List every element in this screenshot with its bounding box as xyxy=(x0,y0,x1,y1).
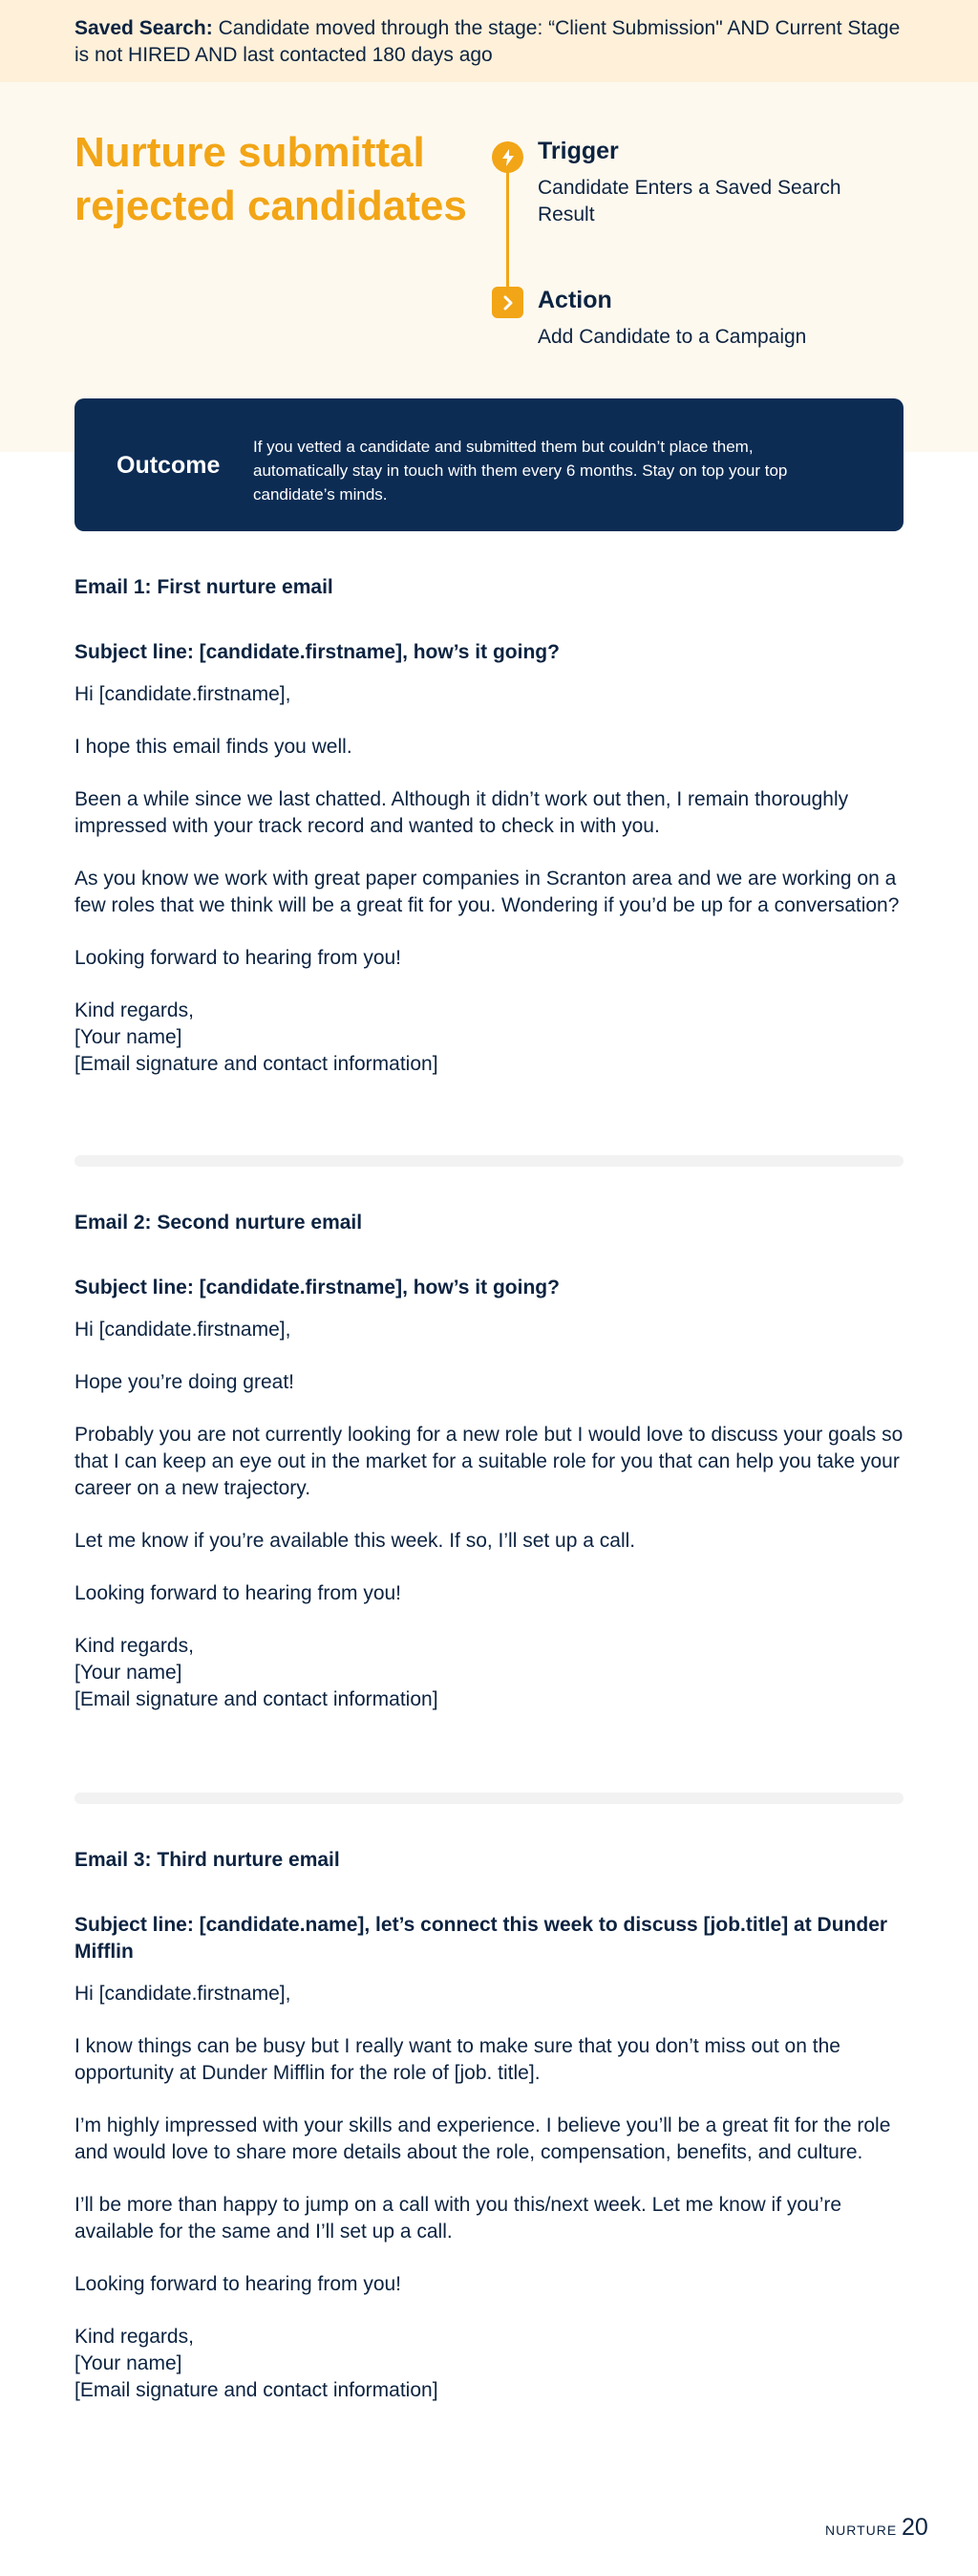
flow-connector xyxy=(506,159,509,292)
email-paragraph: As you know we work with great paper companies in Scranton area and we are working on a few roles that we think will be a great fit for you. Wondering if you’d be up for a conversation? xyxy=(74,868,900,916)
email-template-3 xyxy=(74,1847,904,2404)
lightning-icon xyxy=(492,141,523,173)
hero-section xyxy=(0,82,978,452)
email-signoff: Kind regards, xyxy=(74,2326,194,2348)
email-paragraph: Let me know if you’re available this week. If so, I’ll set up a call. xyxy=(74,1530,636,1552)
chevron-right-icon xyxy=(492,287,523,318)
saved-search-label: Saved Search: xyxy=(74,17,213,39)
email-signoff-signature: [Email signature and contact information] xyxy=(74,1688,438,1710)
email-title: Email 3: Third nurture email xyxy=(74,1849,340,1871)
email-subject: Subject line: [candidate.firstname], how’s it going? xyxy=(74,641,560,663)
email-signoff: Kind regards, xyxy=(74,1635,194,1657)
email-subject: Subject line: [candidate.firstname], how’s it going? xyxy=(74,1277,560,1299)
email-paragraph: I know things can be busy but I really want to make sure that you don’t miss out on the opportunity at Dunder Mifflin for the role of [job. title]. xyxy=(74,2035,840,2084)
email-paragraph: I’m highly impressed with your skills and experience. I believe you’ll be a great fit for the role and would love to share more details about the role, compensation, benefits, and culture. xyxy=(74,2114,891,2163)
email-subject: Subject line: [candidate.name], let’s connect this week to discuss [job.title] at Dunder Mifflin xyxy=(74,1914,888,1963)
email-paragraph: Probably you are not currently looking for a new role but I would love to discuss your goals so that I can keep an eye out in the market for a suitable role for you that can help you take your career on a new trajectory. xyxy=(74,1424,904,1499)
trigger-text: Candidate Enters a Saved Search Result xyxy=(538,177,841,225)
email-template-2 xyxy=(74,1210,904,1713)
trigger-heading: Trigger xyxy=(538,138,619,164)
email-signoff-name: [Your name] xyxy=(74,1662,182,1684)
email-paragraph: Looking forward to hearing from you! xyxy=(74,947,402,969)
saved-search-text: Candidate moved through the stage: “Client Submission" AND Current Stage is not HIRED AND last contacted 180 days ago xyxy=(74,17,901,66)
email-greeting: Hi [candidate.firstname], xyxy=(74,1983,291,2005)
action-heading: Action xyxy=(538,287,612,313)
email-signoff-name: [Your name] xyxy=(74,2352,182,2374)
email-paragraph: Hope you’re doing great! xyxy=(74,1371,294,1393)
outcome-label: Outcome xyxy=(117,452,221,479)
email-template-1 xyxy=(74,574,904,1078)
email-signoff-signature: [Email signature and contact information] xyxy=(74,1053,438,1075)
email-signoff-signature: [Email signature and contact information] xyxy=(74,2379,438,2401)
outcome-card xyxy=(74,398,904,531)
action-text: Add Candidate to a Campaign xyxy=(538,326,807,348)
email-title: Email 2: Second nurture email xyxy=(74,1212,363,1234)
email-paragraph: Been a while since we last chatted. Although it didn’t work out then, I remain thoroughly impressed with your track record and wanted to check in with you. xyxy=(74,788,849,837)
email-paragraph: Looking forward to hearing from you! xyxy=(74,2273,402,2295)
email-paragraph: I’ll be more than happy to jump on a call with you this/next week. Let me know if you’re available for the same and I’ll set up a call. xyxy=(74,2194,842,2243)
page-title: Nurture submittal rejected candidates xyxy=(74,129,467,229)
email-title: Email 1: First nurture email xyxy=(74,576,333,598)
email-paragraph: Looking forward to hearing from you! xyxy=(74,1582,402,1604)
saved-search-banner xyxy=(0,0,978,82)
footer-section-label: NURTURE xyxy=(825,2522,898,2538)
email-paragraph: I hope this email finds you well. xyxy=(74,736,352,758)
email-signoff: Kind regards, xyxy=(74,999,194,1021)
email-greeting: Hi [candidate.firstname], xyxy=(74,1319,291,1341)
email-greeting: Hi [candidate.firstname], xyxy=(74,683,291,705)
page-number: 20 xyxy=(902,2514,928,2541)
section-divider xyxy=(74,1155,904,1167)
outcome-text: If you vetted a candidate and submitted them but couldn’t place them, automatically stay in touch with them every 6 months. Stay on top your top candidate’s minds. xyxy=(253,438,788,504)
section-divider xyxy=(74,1792,904,1804)
email-signoff-name: [Your name] xyxy=(74,1026,182,1048)
